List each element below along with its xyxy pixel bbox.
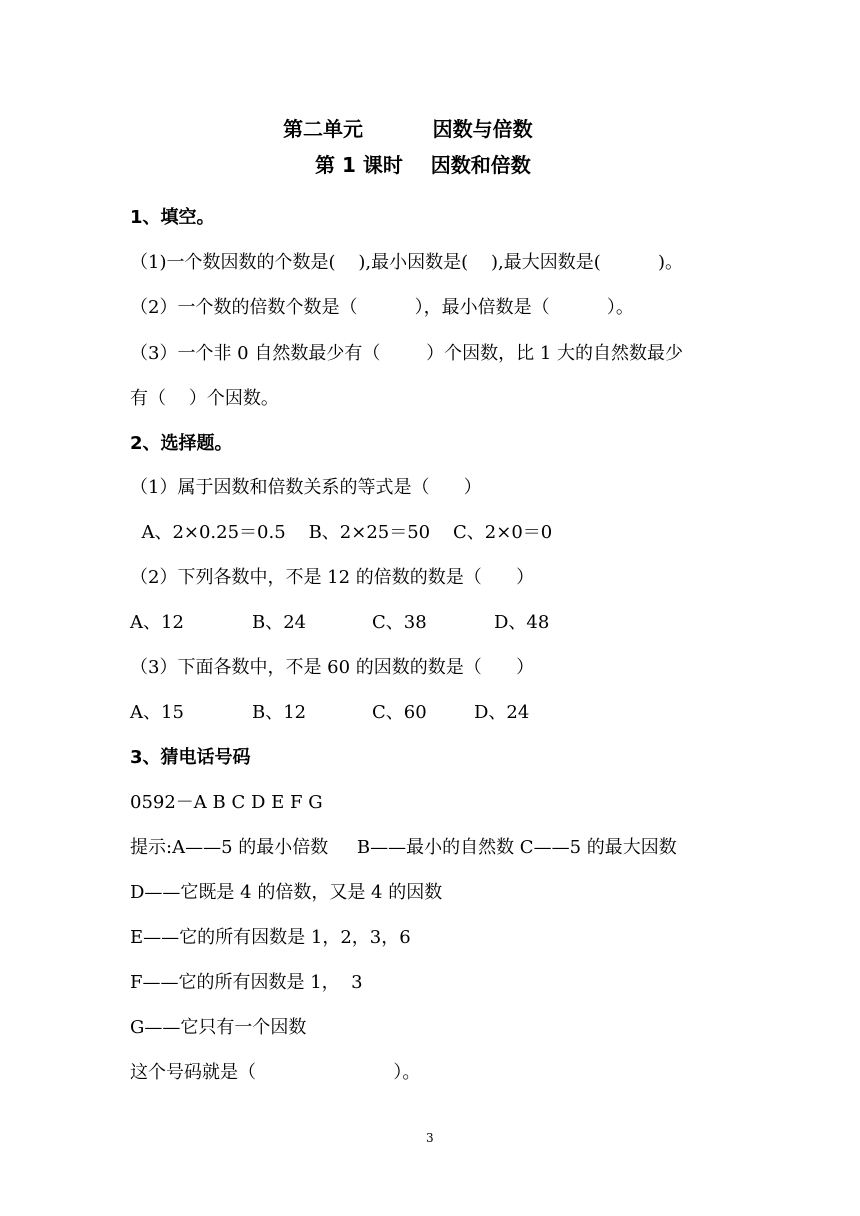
choice-question-2: （2）下列各数中，不是 12 的倍数的数是（ ） <box>130 567 535 588</box>
fill-question-3-line-2: 有（ ）个因数。 <box>130 388 279 409</box>
choice-question-2-option-b: B、24 <box>252 612 307 633</box>
hint-f: F——它的所有因数是 1， 3 <box>130 972 363 993</box>
choice-question-3-option-d: D、24 <box>474 702 530 723</box>
choice-question-3-option-c: C、60 <box>372 702 427 723</box>
choice-question-2-option-d: D、48 <box>494 612 550 633</box>
choice-question-3: （3）下面各数中，不是 60 的因数的数是（ ） <box>130 657 535 678</box>
section-3-heading: 3、猜电话号码 <box>130 747 251 768</box>
lesson-title: 第 1 课时 因数和倍数 <box>315 153 531 177</box>
choice-question-3-option-b: B、12 <box>252 702 307 723</box>
choice-question-3-option-a: A、15 <box>130 702 184 723</box>
section-2-heading: 2、选择题。 <box>130 433 233 454</box>
choice-question-1-options: A、2×0.25＝0.5 B、2×25＝50 C、2×0＝0 <box>130 522 553 543</box>
fill-question-2: （2）一个数的倍数个数是（ ），最小倍数是（ ）。 <box>130 297 634 318</box>
fill-question-3-line-1: （3）一个非 0 自然数最少有（ ）个因数，比 1 大的自然数最少 <box>130 343 684 364</box>
unit-title: 第二单元 因数与倍数 <box>283 117 533 141</box>
choice-question-2-option-c: C、38 <box>372 612 427 633</box>
fill-question-1: （1)一个数因数的个数是( ),最小因数是( ),最大因数是( )。 <box>130 252 684 273</box>
choice-question-1: （1）属于因数和倍数关系的等式是（ ） <box>130 477 482 498</box>
hint-line: 提示:A——5 的最小倍数 B——最小的自然数 C——5 的最大因数 <box>130 837 677 858</box>
section-1-heading: 1、填空。 <box>130 207 215 228</box>
hint-d: D——它既是 4 的倍数，又是 4 的因数 <box>130 882 443 903</box>
answer-line: 这个号码就是（ ）。 <box>130 1062 421 1083</box>
phone-number-pattern: 0592－A B C D E F G <box>130 792 323 813</box>
choice-question-2-option-a: A、12 <box>130 612 184 633</box>
hint-e: E——它的所有因数是 1，2，3，6 <box>130 927 411 948</box>
page-number: 3 <box>426 1131 434 1145</box>
hint-g: G——它只有一个因数 <box>130 1017 307 1038</box>
